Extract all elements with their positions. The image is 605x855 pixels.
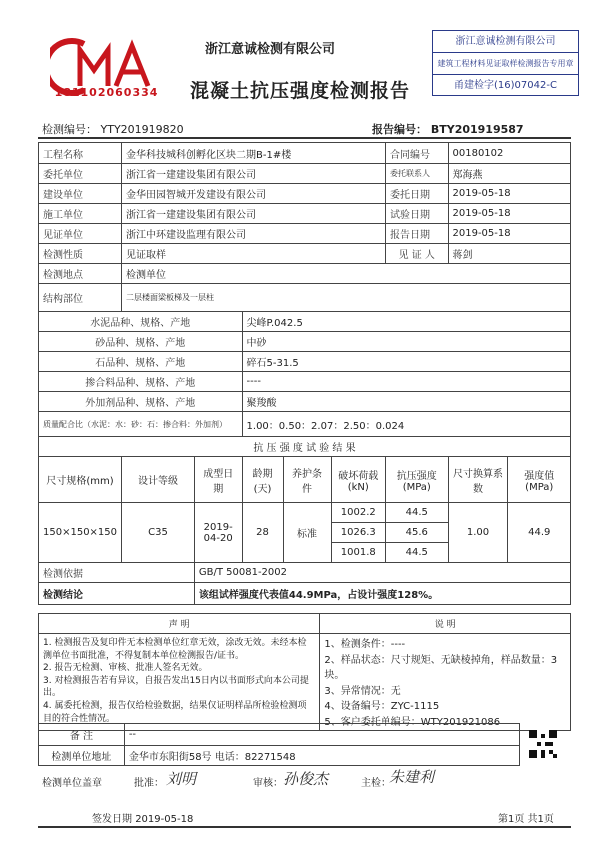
header-divider bbox=[38, 137, 571, 139]
official-stamp bbox=[432, 30, 579, 96]
results-header: 尺寸换算系数 bbox=[448, 457, 508, 503]
structure-part: 二层楼面梁板梯及一层柱 bbox=[122, 284, 571, 312]
mix-ratio: 1.00：0.50：2.07：2.50：0.024 bbox=[242, 412, 570, 437]
results-title: 抗 压 强 度 试 验 结 果 bbox=[39, 437, 571, 457]
statement-item: 4. 属委托检测，报告仅给检验数据，结果仅证明样品所检验检测项目的符合性情况。 bbox=[43, 700, 307, 724]
qr-code bbox=[529, 730, 557, 758]
statement-item: 1. 检测报告及复印件无本检测单位红章无效，涂改无效。未经本检测单位书面批准，不得复制本单位检测报告/证书。 bbox=[43, 638, 307, 661]
stamp-line2: 建筑工程材料见证取样检测报告专用章 bbox=[433, 53, 578, 75]
conversion-factor: 1.00 bbox=[448, 503, 508, 563]
compressive-strength: 44.5 bbox=[386, 543, 448, 563]
admixture: ---- bbox=[242, 372, 570, 392]
compressive-strength: 45.6 bbox=[386, 523, 448, 543]
compressive-strength: 44.5 bbox=[386, 503, 448, 523]
explain-item: 3、异常情况：无 bbox=[324, 685, 401, 697]
failure-load: 1026.3 bbox=[331, 523, 386, 543]
stone: 碎石5-31.5 bbox=[242, 352, 570, 372]
explain-title: 说 明 bbox=[320, 614, 571, 634]
test-conclusion: 该组试样强度代表值44.9MPa，占设计强度128%。 bbox=[194, 583, 570, 605]
curing-condition: 标准 bbox=[283, 503, 331, 563]
cma-number: 181102060334 bbox=[54, 86, 159, 99]
stamp-line3: 甬建检字(16)07042-C bbox=[454, 80, 557, 91]
remark-table: 备 注 -- 检测单位地址 金华市东阳街58号 电话：82271548 bbox=[38, 723, 520, 766]
approve-signature: 刘明 bbox=[166, 770, 197, 788]
witness: 蒋剑 bbox=[448, 244, 571, 264]
remark: -- bbox=[124, 724, 519, 746]
entrust-date: 2019-05-18 bbox=[448, 184, 571, 204]
additive: 聚羧酸 bbox=[242, 392, 570, 412]
cement: 尖峰P.042.5 bbox=[242, 312, 570, 332]
specimen-size: 150×150×150 bbox=[39, 503, 122, 563]
issue-date: 签发日期 2019-05-18 bbox=[92, 814, 194, 825]
statement-title: 声 明 bbox=[39, 614, 320, 634]
results-header: 抗压强度(MPa) bbox=[386, 457, 448, 503]
explain-item: 5、客户委托单编号：WTY201921086 bbox=[324, 716, 501, 728]
statement-item: 3. 对检测报告若有异议，自报告发出15日内以书面形式向本公司提出。 bbox=[43, 675, 309, 699]
results-header: 强度值(MPa) bbox=[508, 457, 571, 503]
explain-item: 1、检测条件：---- bbox=[324, 639, 406, 650]
report-date: 2019-05-18 bbox=[448, 224, 571, 244]
lab-address: 金华市东阳街58号 电话：82271548 bbox=[124, 746, 519, 766]
page-number: 第1页 共1页 bbox=[498, 814, 554, 825]
project-name: 金华科技城科创孵化区块二期B-1#楼 bbox=[122, 143, 386, 164]
results-header: 龄期(天) bbox=[242, 457, 283, 503]
results-header: 尺寸规格(mm) bbox=[39, 457, 122, 503]
construct-unit: 浙江省一建建设集团有限公司 bbox=[122, 204, 386, 224]
seal-label: 检测单位盖章 bbox=[42, 778, 102, 789]
builder: 金华田园智城开发建设有限公司 bbox=[122, 184, 386, 204]
notes-table bbox=[38, 613, 571, 731]
statement-item: 2. 报告无检测、审核、批准人签名无效。 bbox=[43, 663, 208, 674]
report-table: 工程名称 金华科技城科创孵化区块二期B-1#楼 合同编号 00180102 委托单位 浙江省一建建设集团有限公司 委托联系人 郑海燕 建设单位 金华田园智城开发建设有限公司 委托日期 2019-05-18 施工单位 浙江省一建建设集团有限公司 试验日期 2019-05-18 见证单位 浙江中环建设监理有限公司 报告日期 2019-05-18 检测性质 见证取样 见 证 人 蒋剑 检测地点 检测单位 结构部位 二层楼面梁板梯及一层柱 水泥品种、规格、产地 尖峰P.042.5 砂品种、规格、产地 中砂 石品种、规格、产地 碎石5-31.5 掺合料品种、规格、产地 ---- 外加剂品种、规格、产地 聚羧酸 质量配合比（水泥：水：砂：石：掺合料：外加剂） 1.00：0.50：2.07：2.50：0.024 抗 压 强 度 试 验 结 果 尺寸规格(mm) 设计等级 成型日期 龄期(天) 养护条件 破坏荷载(kN) 抗压强度(MPa) 尺寸换算系数 强度值(MPa) 150×150×150 C35 2019-04-20 28 标准 1002.2 44.5 1.00 44.9 1026.3 45.6 1001.8 44.5 检测依据 GB/T 50081-2002 检测结论 该组试样强度代表值44.9MPa，占设计强度128%。 bbox=[38, 142, 571, 605]
results-header: 设计等级 bbox=[122, 457, 195, 503]
explain-item: 2、样品状态：尺寸规矩、无缺棱掉角，样品数量：3块。 bbox=[324, 654, 558, 681]
sand: 中砂 bbox=[242, 332, 570, 352]
test-basis: GB/T 50081-2002 bbox=[194, 563, 570, 583]
results-header: 破坏荷载(kN) bbox=[331, 457, 386, 503]
design-grade: C35 bbox=[122, 503, 195, 563]
form-date: 2019-04-20 bbox=[194, 503, 242, 563]
contract-no: 00180102 bbox=[448, 143, 571, 164]
review-label: 审核： bbox=[253, 778, 283, 789]
approve-label: 批准： bbox=[134, 778, 164, 789]
inspect-signature: 朱建利 bbox=[389, 768, 435, 786]
strength-value: 44.9 bbox=[508, 503, 571, 563]
footer-divider bbox=[38, 826, 571, 828]
inspect-label: 主检： bbox=[361, 778, 391, 789]
age-days: 28 bbox=[242, 503, 283, 563]
client: 浙江省一建建设集团有限公司 bbox=[122, 164, 386, 184]
witness-unit: 浙江中环建设监理有限公司 bbox=[122, 224, 386, 244]
company-name: 浙江意诚检测有限公司 bbox=[205, 42, 336, 57]
contact: 郑海燕 bbox=[448, 164, 571, 184]
sample-number: 检测编号： YTY201919820 bbox=[42, 123, 184, 136]
test-date: 2019-05-18 bbox=[448, 204, 571, 224]
explain-item: 4、设备编号：ZYC-1115 bbox=[324, 701, 440, 712]
results-header: 养护条件 bbox=[283, 457, 331, 503]
review-signature: 孙俊杰 bbox=[283, 770, 329, 788]
failure-load: 1001.8 bbox=[331, 543, 386, 563]
report-title: 混凝土抗压强度检测报告 bbox=[190, 80, 411, 102]
test-location: 检测单位 bbox=[122, 264, 571, 284]
test-nature: 见证取样 bbox=[122, 244, 386, 264]
failure-load: 1002.2 bbox=[331, 503, 386, 523]
stamp-line1: 浙江意诚检测有限公司 bbox=[433, 31, 578, 53]
results-header-row bbox=[39, 457, 571, 503]
report-number: 报告编号： BTY201919587 bbox=[372, 123, 524, 136]
results-header: 成型日期 bbox=[194, 457, 242, 503]
